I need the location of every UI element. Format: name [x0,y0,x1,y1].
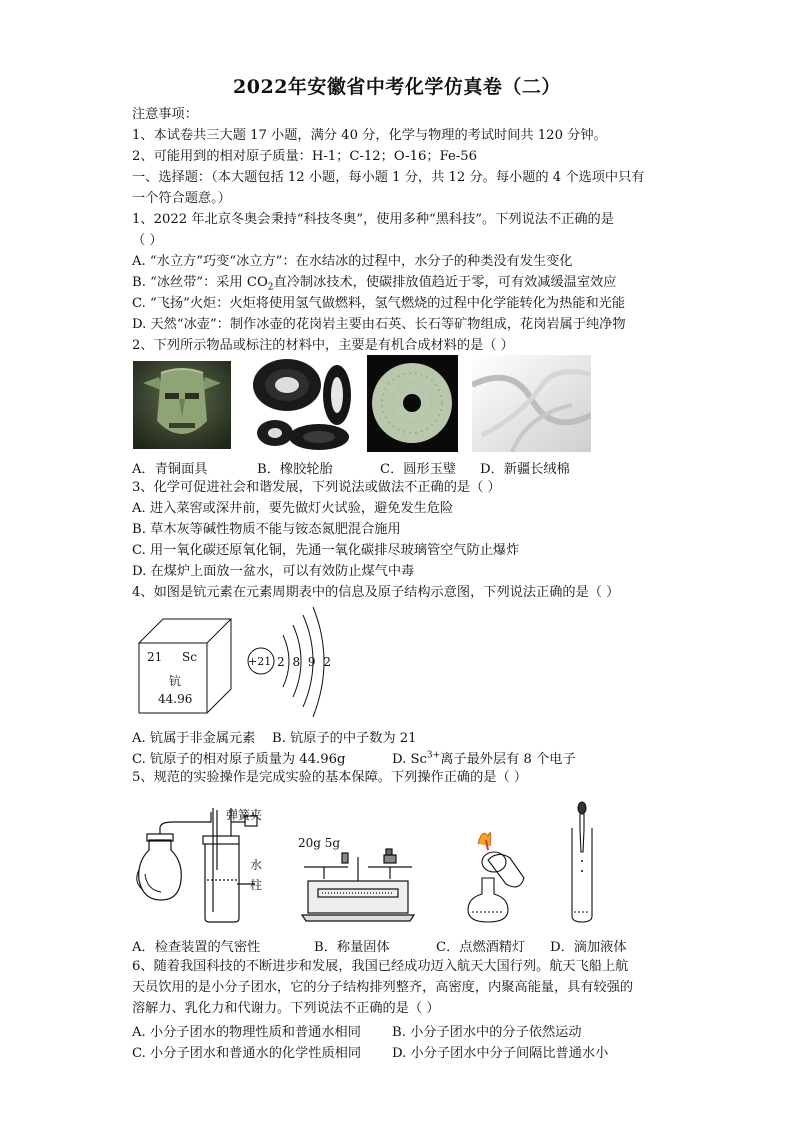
q6-option-a: A. 小分子团水的物理性质和普通水相同 [132,1025,361,1040]
q2-option-c: C．圆形玉璧 [380,462,457,477]
q6-stem-cont-1: 天员饮用的是小分子团水，它的分子结构排列整齐，高密度，内聚高能量，具有较强的 [132,980,634,995]
q4-stem: 4、如图是钪元素在元素周期表中的信息及原子结构示意图，下列说法正确的是（ ） [132,585,620,600]
q1-option-a: A. “水立方”巧变“冰立方”：在水结冰的过程中，水分子的种类没有发生变化 [132,254,573,269]
q2-stem: 2、下列所示物品或标注的材料中，主要是有机合成材料的是（ ） [132,338,514,353]
q1-stem-bracket: （ ） [132,233,163,248]
section1-instructions: 一、选择题：（本大题包括 12 小题，每小题 1 分，共 12 分。每小题的 4 个选项中只有 [132,170,645,185]
q1-option-d: D. 天然“冰壶”：制作冰壶的花岗岩主要由石英、长石等矿物组成，花岗岩属于纯净物 [132,317,626,332]
q5-option-a: A．检查装置的气密性 [132,940,261,955]
q4-option-c: C. 钪原子的相对原子质量为 44.96g [132,752,346,767]
element-symbol: Sc [182,650,197,664]
jade-disc-image [367,355,458,452]
notes-header: 注意事项： [132,107,198,122]
q2-option-a: A．青铜面具 [132,462,208,477]
q6-option-b: B. 小分子团水中的分子依然运动 [392,1025,582,1040]
q4-option-b: B. 钪原子的中子数为 21 [272,731,417,746]
q4-option-a: A. 钪属于非金属元素 [132,731,256,746]
spring-clip-label: 弹簧夹 [226,808,263,822]
q5-option-c: C．点燃酒精灯 [436,940,526,955]
q6-option-d: D. 小分子团水中分子间隔比普通水小 [392,1046,609,1061]
q5-option-b: B．称量固体 [314,940,390,955]
cotton-fabric-image [472,355,591,452]
element-name: 钪 [169,674,182,688]
q1-option-c: C. “飞扬”火炬：火炬将使用氢气做燃料，氢气燃烧的过程中化学能转化为热能和光能 [132,296,626,311]
page-title: 2022年安徽省中考化学仿真卷（二） [233,76,561,98]
q3-option-d: D. 在煤炉上面放一盆水，可以有效防止煤气中毒 [132,564,415,579]
q3-stem: 3、化学可促进社会和谐发展，下列说法或做法不正确的是（ ） [132,480,501,495]
q1-stem: 1、2022 年北京冬奥会秉持“科技冬奥”，使用多种“黑科技”。下列说法不正确的是 [132,212,614,227]
q5-option-d: D．滴加液体 [550,940,627,955]
bronze-mask-image [133,361,231,449]
weights-label: 20g 5g [298,836,341,850]
q3-option-a: A. 进入菜窖或深井前，要先做灯火试验，避免发生危险 [132,501,454,516]
alcohol-lamp-figure [448,822,528,925]
water-column-label-2: 柱 [250,878,263,892]
q5-stem: 5、规范的实验操作是完成实验的基本保障。下列操作正确的是（ ） [132,770,528,785]
q4-option-d: D. $Sc^{3+}$离子最外层有 8 个电子 [392,750,576,767]
water-column-label-1: 水 [250,858,263,872]
q3-option-c: C. 用一氧化碳还原氧化铜，先通一氧化碳排尽玻璃管空气防止爆炸 [132,543,520,558]
element-atomic-mass: 44.96 [158,692,193,706]
element-atomic-number: 21 [147,650,163,664]
rubber-tire-image [245,355,355,452]
q1-option-b: B. “冰丝带”：采用 $CO_2$直冷制冰技术，使碳排放值趋近于零，可有效减缓温室效应 [132,275,617,293]
electron-shells: 2 8 9 2 [277,655,331,669]
q3-option-b: B. 草木灰等碱性物质不能与铵态氮肥混合施用 [132,522,401,537]
q6-stem-cont-2: 溶解力、乳化力和代谢力。下列说法不正确的是（ ） [132,1001,440,1016]
q2-option-d: D．新疆长绒棉 [480,462,570,477]
q6-option-c: C. 小分子团水和普通水的化学性质相同 [132,1046,362,1061]
note-1: 1、本试卷共三大题 17 小题，满分 40 分，化学与物理的考试时间共 120 分钟。 [132,128,607,143]
nucleus-charge: +21 [248,655,272,668]
q2-option-b: B．橡胶轮胎 [257,462,333,477]
q6-stem: 6、随着我国科技的不断进步和发展，我国已经成功迈入航天大国行列。航天飞船上航 [132,959,629,974]
balance-figure [298,845,418,925]
section1-instructions-cont: 一个符合题意。） [132,191,231,206]
note-2: 2、可能用到的相对原子质量：H-1；C-12；O-16；Fe-56 [132,149,478,164]
dropper-test-tube-figure [568,800,596,925]
